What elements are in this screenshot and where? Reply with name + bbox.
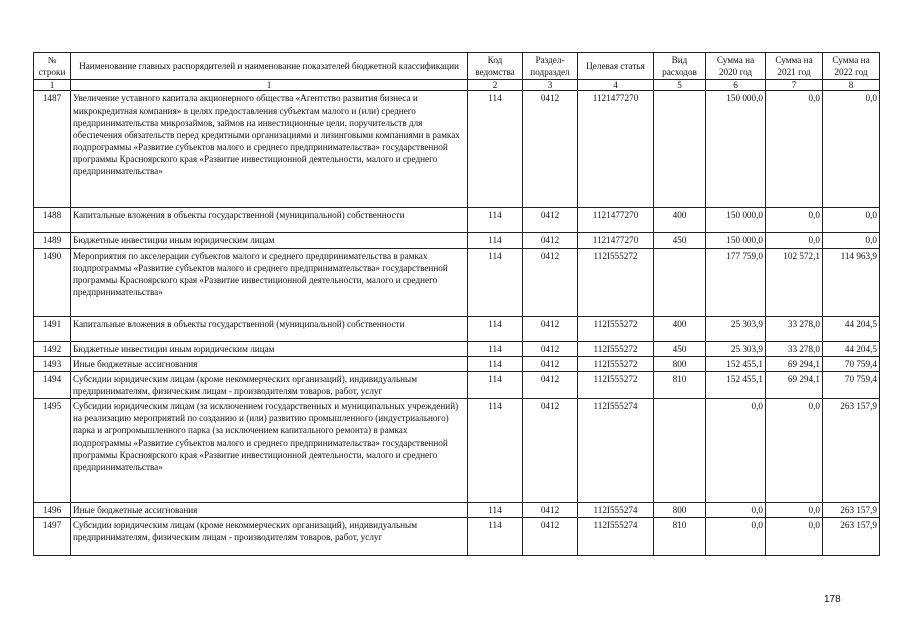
sum-2020: 0,0 [706,503,766,518]
sum-2022: 263 157,9 [823,503,880,518]
row-number: 1493 [34,356,71,371]
dept-code: 114 [468,503,523,518]
dept-code: 114 [468,371,523,398]
col-header-section: Раздел-подраздел [523,53,578,80]
col-header-sum-2022: Сумма на 2022 год [823,53,880,80]
table-row [34,91,880,208]
table-row [34,399,880,503]
section-code: 0412 [523,399,578,503]
dept-code: 114 [468,208,523,233]
sum-2021: 0,0 [766,518,823,556]
row-name: Субсидии юридическим лицам (кроме некоммерческих организаций), индивидуальным предпринимателям, физическим лицам - производителям товаров, работ, услуг [71,518,468,556]
sum-2020: 0,0 [706,518,766,556]
sum-2022: 114 963,9 [823,248,880,316]
section-code: 0412 [523,371,578,398]
dept-code: 114 [468,341,523,356]
section-code: 0412 [523,248,578,316]
expense-type: 800 [654,356,706,371]
expense-type: 810 [654,371,706,398]
sum-2020: 25 303,9 [706,316,766,341]
target-article: 112I555274 [578,503,654,518]
expense-type: 810 [654,518,706,556]
sum-2022: 0,0 [823,91,880,208]
sum-2020: 0,0 [706,399,766,503]
dept-code: 114 [468,356,523,371]
row-number: 1494 [34,371,71,398]
table-row [34,208,880,233]
dept-code: 114 [468,518,523,556]
col-header-exp-type: Вид расходов [654,53,706,80]
target-article: 112I555272 [578,341,654,356]
dept-code: 114 [468,316,523,341]
target-article: 112I555272 [578,248,654,316]
sum-2022: 263 157,9 [823,518,880,556]
row-number: 1497 [34,518,71,556]
sum-2021: 0,0 [766,399,823,503]
col-number: 2 [468,80,523,91]
col-number: 1 [34,80,71,91]
header-row [34,53,880,80]
section-code: 0412 [523,341,578,356]
column-number-row [34,80,880,91]
section-code: 0412 [523,208,578,233]
row-name: Иные бюджетные ассигнования [71,503,468,518]
sum-2020: 177 759,0 [706,248,766,316]
sum-2022: 0,0 [823,233,880,248]
section-code: 0412 [523,356,578,371]
target-article: 1121477270 [578,208,654,233]
page-number: 178 [824,594,841,605]
row-number: 1488 [34,208,71,233]
section-code: 0412 [523,316,578,341]
col-header-dept-code: Код ведомства [468,53,523,80]
expense-type: 800 [654,503,706,518]
table-row [34,316,880,341]
sum-2021: 69 294,1 [766,356,823,371]
expense-type [654,399,706,503]
row-number: 1495 [34,399,71,503]
expense-type [654,91,706,208]
row-number: 1489 [34,233,71,248]
table-row [34,248,880,316]
row-number: 1496 [34,503,71,518]
expense-type: 450 [654,233,706,248]
row-name: Бюджетные инвестиции иным юридическим лицам [71,233,468,248]
col-number: 6 [706,80,766,91]
row-name: Субсидии юридическим лицам (за исключением государственных и муниципальных учреждений) на реализацию мероприятий по созданию и (или) развитию промышленного (индустриального) парка и агропромышленного парка (за исключением капитального ремонта) в рамках подпрограммы «Развитие субъектов малого и среднего предпринимательства» государственной программы Красноярского края «Развитие инвестиционной деятельности, малого и среднего предпринимательства» [71,399,468,503]
expense-type [654,248,706,316]
row-name: Бюджетные инвестиции иным юридическим лицам [71,341,468,356]
section-code: 0412 [523,91,578,208]
target-article: 112I555274 [578,518,654,556]
sum-2020: 25 303,9 [706,341,766,356]
sum-2021: 33 278,0 [766,341,823,356]
sum-2021: 69 294,1 [766,371,823,398]
row-name: Иные бюджетные ассигнования [71,356,468,371]
row-name: Капитальные вложения в объекты государственной (муниципальной) собственности [71,316,468,341]
expense-type: 400 [654,208,706,233]
col-header-target: Целевая статья [578,53,654,80]
row-number: 1487 [34,91,71,208]
section-code: 0412 [523,518,578,556]
sum-2020: 152 455,1 [706,356,766,371]
col-number: 5 [654,80,706,91]
sum-2020: 150 000,0 [706,233,766,248]
col-header-name: Наименование главных распорядителей и наименование показателей бюджетной классификации [71,53,468,80]
col-header-sum-2021: Сумма на 2021 год [766,53,823,80]
sum-2020: 150 000,0 [706,208,766,233]
section-code: 0412 [523,503,578,518]
sum-2021: 0,0 [766,208,823,233]
sum-2021: 102 572,1 [766,248,823,316]
sum-2022: 70 759,4 [823,371,880,398]
table-row [34,341,880,356]
target-article: 112I555272 [578,316,654,341]
dept-code: 114 [468,248,523,316]
row-name: Мероприятия по акселерации субъектов малого и среднего предпринимательства в рамках подпрограммы «Развитие субъектов малого и среднего предпринимательства» государственной программы Красноярского края «Развитие инвестиционной деятельности, малого и среднего предпринимательства» [71,248,468,316]
sum-2021: 0,0 [766,91,823,208]
dept-code: 114 [468,399,523,503]
table-row [34,233,880,248]
table-row [34,503,880,518]
col-number: 8 [823,80,880,91]
section-code: 0412 [523,233,578,248]
sum-2022: 44 204,5 [823,316,880,341]
col-header-row-no: № строки [34,53,71,80]
target-article: 1121477270 [578,91,654,208]
target-article: 1121477270 [578,233,654,248]
row-number: 1491 [34,316,71,341]
sum-2022: 44 204,5 [823,341,880,356]
col-header-sum-2020: Сумма на 2020 год [706,53,766,80]
row-number: 1492 [34,341,71,356]
col-number: 4 [578,80,654,91]
col-number: 3 [523,80,578,91]
row-number: 1490 [34,248,71,316]
row-name: Субсидии юридическим лицам (кроме некоммерческих организаций), индивидуальным предпринимателям, физическим лицам - производителям товаров, работ, услуг [71,371,468,398]
dept-code: 114 [468,233,523,248]
dept-code: 114 [468,91,523,208]
table-row [34,356,880,371]
sum-2021: 33 278,0 [766,316,823,341]
sum-2020: 150 000,0 [706,91,766,208]
col-number: 1 [71,80,468,91]
sum-2022: 263 157,9 [823,399,880,503]
sum-2021: 0,0 [766,233,823,248]
row-name: Капитальные вложения в объекты государственной (муниципальной) собственности [71,208,468,233]
table-row [34,371,880,398]
target-article: 112I555274 [578,399,654,503]
sum-2022: 70 759,4 [823,356,880,371]
expense-type: 400 [654,316,706,341]
row-name: Увеличение уставного капитала акционерного общества «Агентство развития бизнеса и микрокредитная компания» в целях предоставления субъектам малого и (или) среднего предпринимательства микрозаймов, займов на инвестиционные цели, поручительств для обеспечения обязательств перед кредитными организациями и лизинговыми компаниями в рамках подпрограммы «Развитие субъектов малого и среднего предпринимательства» государственной программы Красноярского края «Развитие инвестиционной деятельности, малого и среднего предпринимательства» [71,91,468,208]
budget-table [33,52,880,556]
sum-2021: 0,0 [766,503,823,518]
target-article: 112I555272 [578,356,654,371]
sum-2022: 0,0 [823,208,880,233]
sum-2020: 152 455,1 [706,371,766,398]
expense-type: 450 [654,341,706,356]
col-number: 7 [766,80,823,91]
target-article: 112I555272 [578,371,654,398]
table-row [34,518,880,556]
